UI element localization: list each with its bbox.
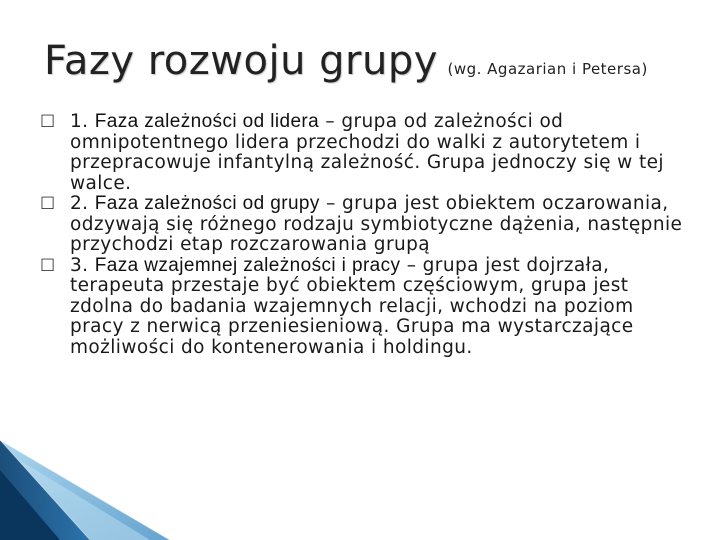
item-description: – grupa jest obiektem oczarowania, odzywają się różnego rodzaju symbiotyczne dążenia, następnie przychodzi etap rozczarowania grupą [70, 193, 683, 255]
item-heading: Faza zależności od grupy [94, 193, 320, 214]
list-item [40, 256, 700, 359]
list-item-text [70, 256, 686, 359]
checkbox-bullet-icon: ☐ [40, 255, 56, 276]
slide-title-block [44, 38, 648, 84]
slide-subtitle: (wg. Agazarian i Petersa) [447, 60, 648, 78]
bullet-list [40, 112, 700, 358]
list-item [40, 112, 700, 194]
list-item-text [70, 194, 686, 256]
checkbox-bullet-icon: ☐ [40, 194, 56, 214]
slide-title: Fazy rozwoju grupy [44, 38, 438, 84]
item-heading: Faza wzajemnej zależności i pracy [94, 254, 401, 276]
item-number: 1. [70, 111, 89, 132]
item-description: – grupa od zależności od omnipotentnego lidera przechodzi do walki z autorytetem i przepracowuje infantylną zależność. Grupa jednoczy się w tej walce. [70, 111, 664, 194]
checkbox-bullet-icon: ☐ [40, 112, 56, 132]
list-item-text [70, 112, 686, 194]
corner-decoration [0, 440, 170, 540]
item-number: 3. [70, 254, 89, 276]
list-item [40, 194, 700, 256]
item-heading: Faza zależności od lidera [94, 111, 320, 132]
item-number: 2. [70, 193, 89, 214]
item-description: – grupa jest dojrzała, terapeuta przestaje być obiektem częściowym, grupa jest zdolna do badania wzajemnych relacji, wchodzi na poziom pracy z nerwicą przeniesieniową. Grupa ma wystarczające możliwości do kontenerowania i holdingu. [70, 254, 634, 358]
